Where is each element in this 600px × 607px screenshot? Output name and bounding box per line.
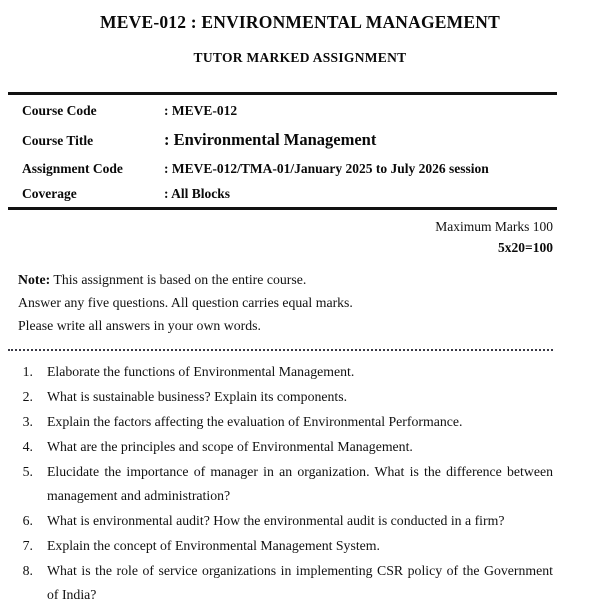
list-item [8,385,553,409]
question-text: What is environmental audit? How the environmental audit is conducted in a firm? [47,513,505,528]
question-text: Explain the concept of Environmental Management System. [47,538,380,553]
list-item [8,360,553,384]
question-number: 2. [22,389,33,404]
page-subtitle: TUTOR MARKED ASSIGNMENT [193,50,407,65]
question-number: 7. [22,538,33,553]
assignment-code-value: : MEVE-012/TMA-01/January 2025 to July 2026 session [164,161,489,176]
list-item [8,435,553,459]
assignment-code-label: Assignment Code [22,161,123,176]
course-info-table [0,103,600,207]
questions-list [8,351,553,607]
marks-block [0,210,553,256]
question-number: 1. [22,364,33,379]
question-number: 4. [22,439,33,454]
question-text: Elaborate the functions of Environmental Management. [47,364,355,379]
question-number: 8. [22,563,33,578]
course-title-label: Course Title [22,133,94,148]
note-line-2: Answer any five questions. All question carries equal marks. [18,295,353,310]
table-row [0,130,600,161]
maximum-marks: Maximum Marks 100 [435,219,553,234]
coverage-value: : All Blocks [164,186,231,201]
course-code-label: Course Code [22,103,97,118]
note-line-3: Please write all answers in your own words. [18,318,261,333]
note-line-1 [18,268,553,291]
note-line-1-text: This assignment is based on the entire course. [50,272,307,287]
page-title: MEVE-012 : ENVIRONMENTAL MANAGEMENT [100,12,500,32]
course-code-value: : MEVE-012 [164,103,238,118]
question-number: 3. [22,414,33,429]
list-item [8,534,553,558]
marks-breakdown: 5x20=100 [498,240,553,255]
divider-top [8,92,557,95]
question-text: Elucidate the importance of manager in an organization. What is the difference between management and administration? [47,464,553,503]
list-item [8,509,553,533]
note-label: Note: [18,272,51,287]
question-text: What are the principles and scope of Environmental Management. [47,439,413,454]
question-number: 6. [22,513,33,528]
course-title-value: : Environmental Management [164,130,377,149]
question-text: What is sustainable business? Explain its components. [47,389,348,404]
question-text: What is the role of service organizations in implementing CSR policy of the Government of India? [47,563,553,602]
question-number: 5. [22,464,33,479]
notes-block [18,256,553,337]
list-item [8,410,553,434]
table-row [0,186,600,207]
table-row [0,103,600,130]
question-text: Explain the factors affecting the evaluation of Environmental Performance. [47,414,463,429]
list-item [8,460,553,508]
coverage-label: Coverage [22,186,77,201]
table-row [0,161,600,186]
